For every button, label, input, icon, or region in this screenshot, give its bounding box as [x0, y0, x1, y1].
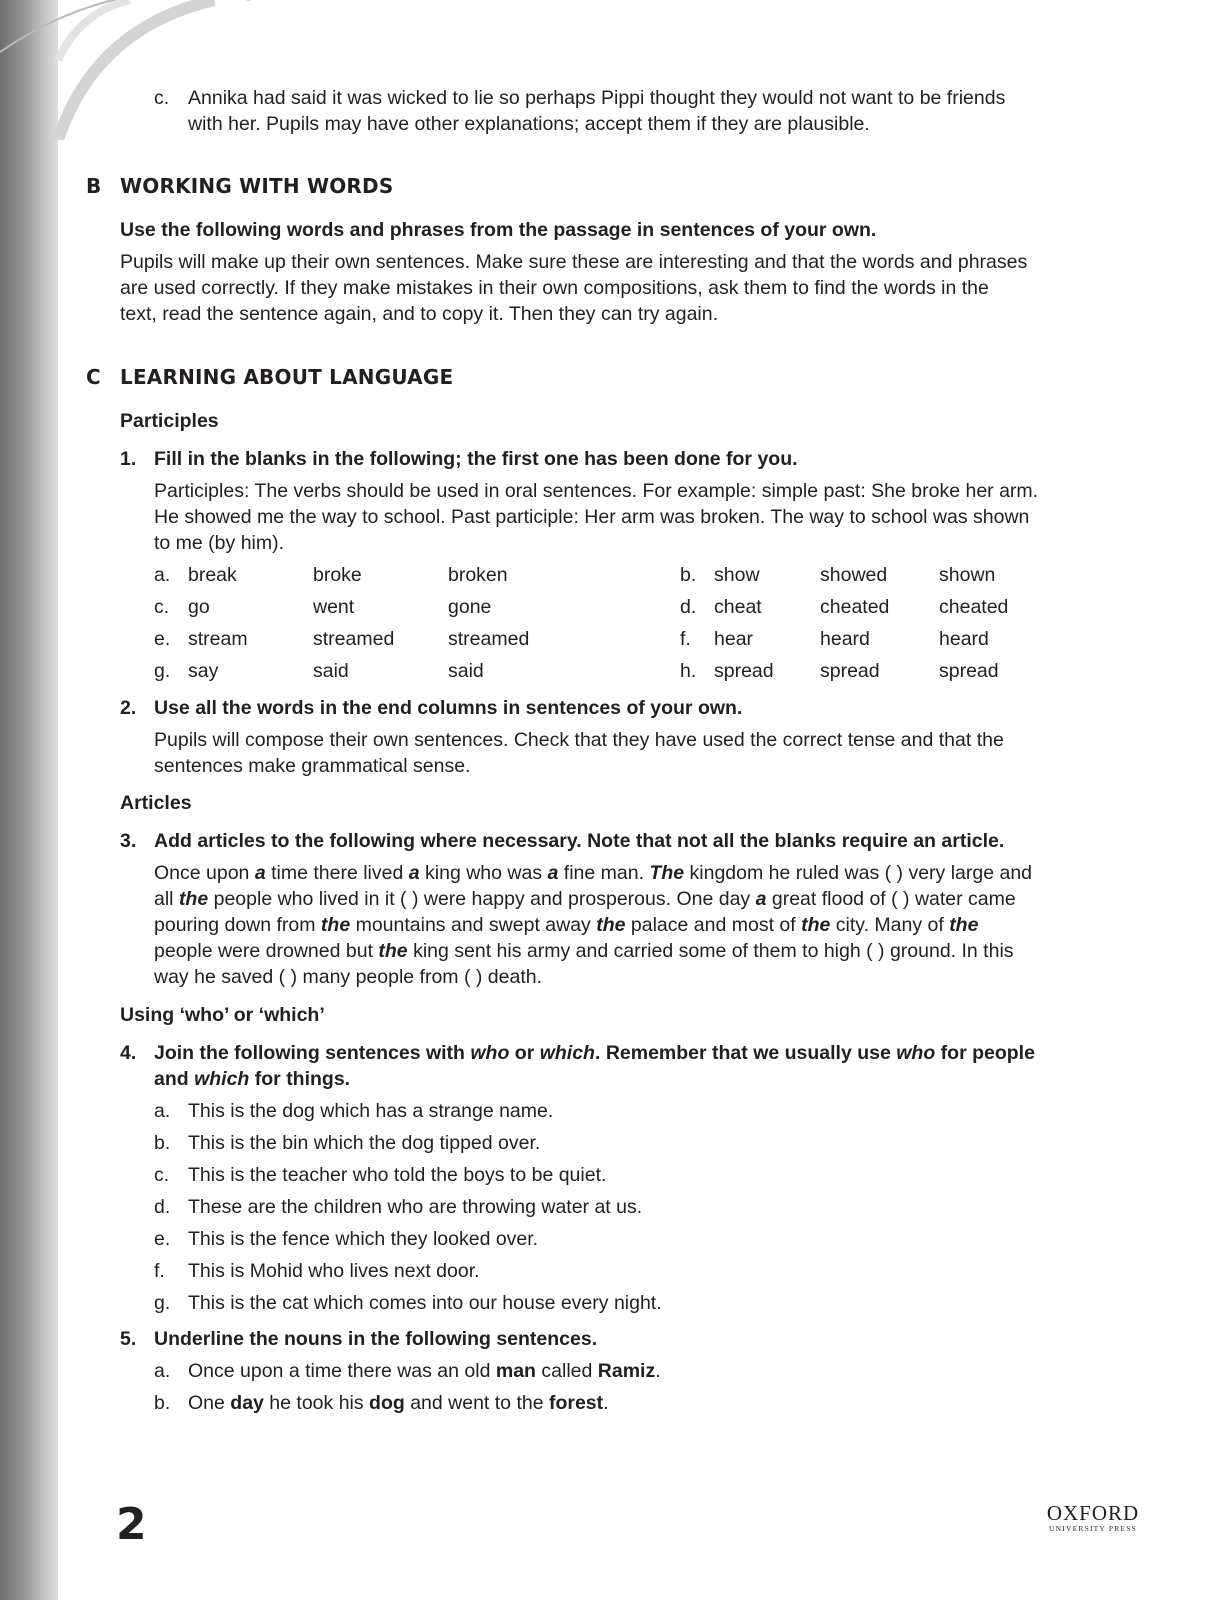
emphasis-word: the — [801, 914, 831, 936]
emphasis-word: the — [320, 914, 351, 936]
passage-line — [154, 938, 1014, 965]
text-run: for people — [935, 1042, 1035, 1064]
text-run: and — [154, 1068, 195, 1090]
verb-simple-past: spread — [820, 660, 880, 682]
item-letter: c. — [154, 87, 170, 109]
answer-sentence: This is the fence which they looked over. — [188, 1228, 539, 1250]
answer-line: sentences make grammatical sense. — [154, 755, 471, 777]
emphasis-word: forest — [548, 1392, 604, 1414]
verb-past-participle: streamed — [448, 628, 530, 650]
answer-line: He showed me the way to school. Past participle: Her arm was broken. The way to school was shown — [154, 506, 1030, 528]
text-run: mountains and swept away — [350, 914, 597, 936]
text-run: he took his — [263, 1392, 370, 1414]
item-letter: h. — [680, 660, 697, 682]
emphasis-word: who — [470, 1042, 510, 1064]
subsection-heading: Using ‘who’ or ‘which’ — [120, 1004, 325, 1026]
text-run: palace and most of — [625, 914, 802, 936]
text-run: people who lived in it ( ) were happy and prosperous. One day — [208, 888, 756, 910]
answer-sentence: This is the bin which the dog tipped over. — [188, 1132, 541, 1154]
verb-base: break — [188, 564, 237, 586]
text-run: Once upon — [154, 862, 255, 884]
question-number: 5. — [120, 1328, 137, 1350]
item-letter: b. — [680, 564, 697, 586]
text-run: people were drowned but — [154, 940, 379, 962]
verb-base: spread — [714, 660, 774, 682]
verb-base: say — [188, 660, 219, 682]
exercise-instruction: Use all the words in the end columns in sentences of your own. — [154, 697, 743, 719]
section-title: LEARNING ABOUT LANGUAGE — [120, 365, 454, 389]
verb-base: cheat — [714, 596, 762, 618]
subsection-heading: Articles — [120, 792, 192, 814]
text-run: fine man. — [558, 862, 650, 884]
text-run: king who was — [419, 862, 548, 884]
question-number: 3. — [120, 830, 137, 852]
answer-sentence: This is the teacher who told the boys to be quiet. — [188, 1164, 607, 1186]
verb-simple-past: said — [313, 660, 349, 682]
text-run: city. Many of — [830, 914, 950, 936]
item-letter: e. — [154, 1228, 171, 1250]
item-letter: b. — [154, 1132, 171, 1154]
text-run: pouring down from — [154, 914, 321, 936]
answer-sentence: This is the dog which has a strange name. — [188, 1100, 554, 1122]
verb-past-participle: gone — [448, 596, 492, 618]
page-number: 2 — [116, 1499, 147, 1550]
item-letter: g. — [154, 660, 171, 682]
text-run: called — [535, 1360, 598, 1382]
emphasis-word: Ramiz — [597, 1360, 656, 1382]
verb-base: stream — [188, 628, 248, 650]
verb-simple-past: heard — [820, 628, 870, 650]
answer-line: Pupils will compose their own sentences. Check that they have used the correct tense and that the — [154, 729, 1004, 751]
text-run: Join the following sentences with — [154, 1042, 471, 1064]
item-letter: e. — [154, 628, 171, 650]
section-letter: B — [86, 174, 102, 198]
text-run: all — [154, 888, 179, 910]
verb-past-participle: spread — [939, 660, 999, 682]
text-run: and went to the — [404, 1392, 549, 1414]
question-number: 4. — [120, 1042, 137, 1064]
emphasis-word: which — [194, 1068, 250, 1090]
item-letter: c. — [154, 596, 170, 618]
verb-past-participle: broken — [448, 564, 508, 586]
question-number: 2. — [120, 697, 137, 719]
emphasis-word: a — [254, 862, 266, 884]
verb-simple-past: broke — [313, 564, 362, 586]
answer-sentence: These are the children who are throwing water at us. — [188, 1196, 643, 1218]
answer-line: text, read the sentence again, and to copy it. Then they can try again. — [120, 303, 719, 325]
emphasis-word: a — [755, 888, 767, 910]
verb-base: go — [188, 596, 210, 618]
passage-line — [154, 964, 542, 991]
emphasis-word: The — [649, 862, 685, 884]
text-run: . Remember that we usually use — [594, 1042, 897, 1064]
answer-sentence: This is Mohid who lives next door. — [188, 1260, 480, 1282]
emphasis-word: a — [408, 862, 420, 884]
passage-line — [154, 912, 978, 939]
answer-sentence — [188, 1390, 609, 1417]
item-letter: c. — [154, 1164, 170, 1186]
text-run: great flood of ( ) water came — [766, 888, 1016, 910]
item-letter: a. — [154, 1360, 171, 1382]
emphasis-word: day — [230, 1392, 264, 1414]
instruction-line — [154, 1066, 350, 1093]
item-letter: a. — [154, 1100, 171, 1122]
text-run: king sent his army and carried some of them to high ( ) ground. In this — [407, 940, 1014, 962]
text-run: . — [603, 1392, 609, 1414]
answer-sentence — [188, 1358, 661, 1385]
text-run: or — [509, 1042, 540, 1064]
emphasis-word: which — [539, 1042, 595, 1064]
item-letter: g. — [154, 1292, 171, 1314]
text-run: for things. — [249, 1068, 351, 1090]
question-number: 1. — [120, 448, 137, 470]
answer-line: with her. Pupils may have other explanations; accept them if they are plausible. — [188, 113, 870, 135]
emphasis-word: the — [949, 914, 979, 936]
exercise-instruction: Underline the nouns in the following sentences. — [154, 1328, 598, 1350]
emphasis-word: the — [178, 888, 209, 910]
page-edge-band — [0, 0, 58, 1600]
verb-base: hear — [714, 628, 754, 650]
verb-simple-past: went — [313, 596, 355, 618]
publisher-logo — [1033, 1502, 1153, 1534]
answer-line: Annika had said it was wicked to lie so perhaps Pippi thought they would not want to be friends — [188, 87, 1006, 109]
text-run: time there lived — [265, 862, 409, 884]
section-title: WORKING WITH WORDS — [120, 174, 394, 198]
emphasis-word: dog — [369, 1392, 405, 1414]
answer-line: to me (by him). — [154, 532, 285, 554]
verb-simple-past: showed — [820, 564, 888, 586]
verb-base: show — [714, 564, 760, 586]
item-letter: b. — [154, 1392, 171, 1414]
text-run: Once upon a time there was an old — [188, 1360, 496, 1382]
item-letter: a. — [154, 564, 171, 586]
verb-simple-past: streamed — [313, 628, 395, 650]
emphasis-word: man — [495, 1360, 536, 1382]
item-letter: d. — [154, 1196, 171, 1218]
text-run: . — [655, 1360, 661, 1382]
verb-past-participle: shown — [939, 564, 996, 586]
text-run: way he saved ( ) many people from ( ) death. — [154, 966, 543, 988]
verb-past-participle: heard — [939, 628, 989, 650]
answer-line: Pupils will make up their own sentences. Make sure these are interesting and that the words and phrases — [120, 251, 1028, 273]
publisher-name: OXFORD — [1046, 1501, 1140, 1525]
item-letter: f. — [154, 1260, 165, 1282]
exercise-instruction: Add articles to the following where necessary. Note that not all the blanks require an article. — [154, 830, 1005, 852]
emphasis-word: the — [378, 940, 408, 962]
verb-past-participle: cheated — [939, 596, 1009, 618]
emphasis-word: a — [547, 862, 559, 884]
instruction-line — [154, 1040, 1035, 1067]
exercise-instruction: Fill in the blanks in the following; the first one has been done for you. — [154, 448, 798, 470]
item-letter: f. — [680, 628, 691, 650]
verb-past-participle: said — [448, 660, 484, 682]
publisher-subtitle: UNIVERSITY PRESS — [1049, 1524, 1137, 1533]
subsection-heading: Participles — [120, 410, 219, 432]
answer-line: Participles: The verbs should be used in oral sentences. For example: simple past: She broke her arm. — [154, 480, 1039, 502]
text-run: kingdom he ruled was ( ) very large and — [684, 862, 1033, 884]
answer-line: are used correctly. If they make mistakes in their own compositions, ask them to find the words in the — [120, 277, 989, 299]
emphasis-word: who — [896, 1042, 936, 1064]
passage-line — [154, 886, 1016, 913]
answer-sentence: This is the cat which comes into our house every night. — [188, 1292, 662, 1314]
passage-line — [154, 860, 1032, 887]
text-run: One — [188, 1392, 231, 1414]
verb-simple-past: cheated — [820, 596, 890, 618]
exercise-instruction: Use the following words and phrases from the passage in sentences of your own. — [120, 219, 877, 241]
emphasis-word: the — [596, 914, 626, 936]
section-letter: C — [86, 365, 101, 389]
item-letter: d. — [680, 596, 697, 618]
